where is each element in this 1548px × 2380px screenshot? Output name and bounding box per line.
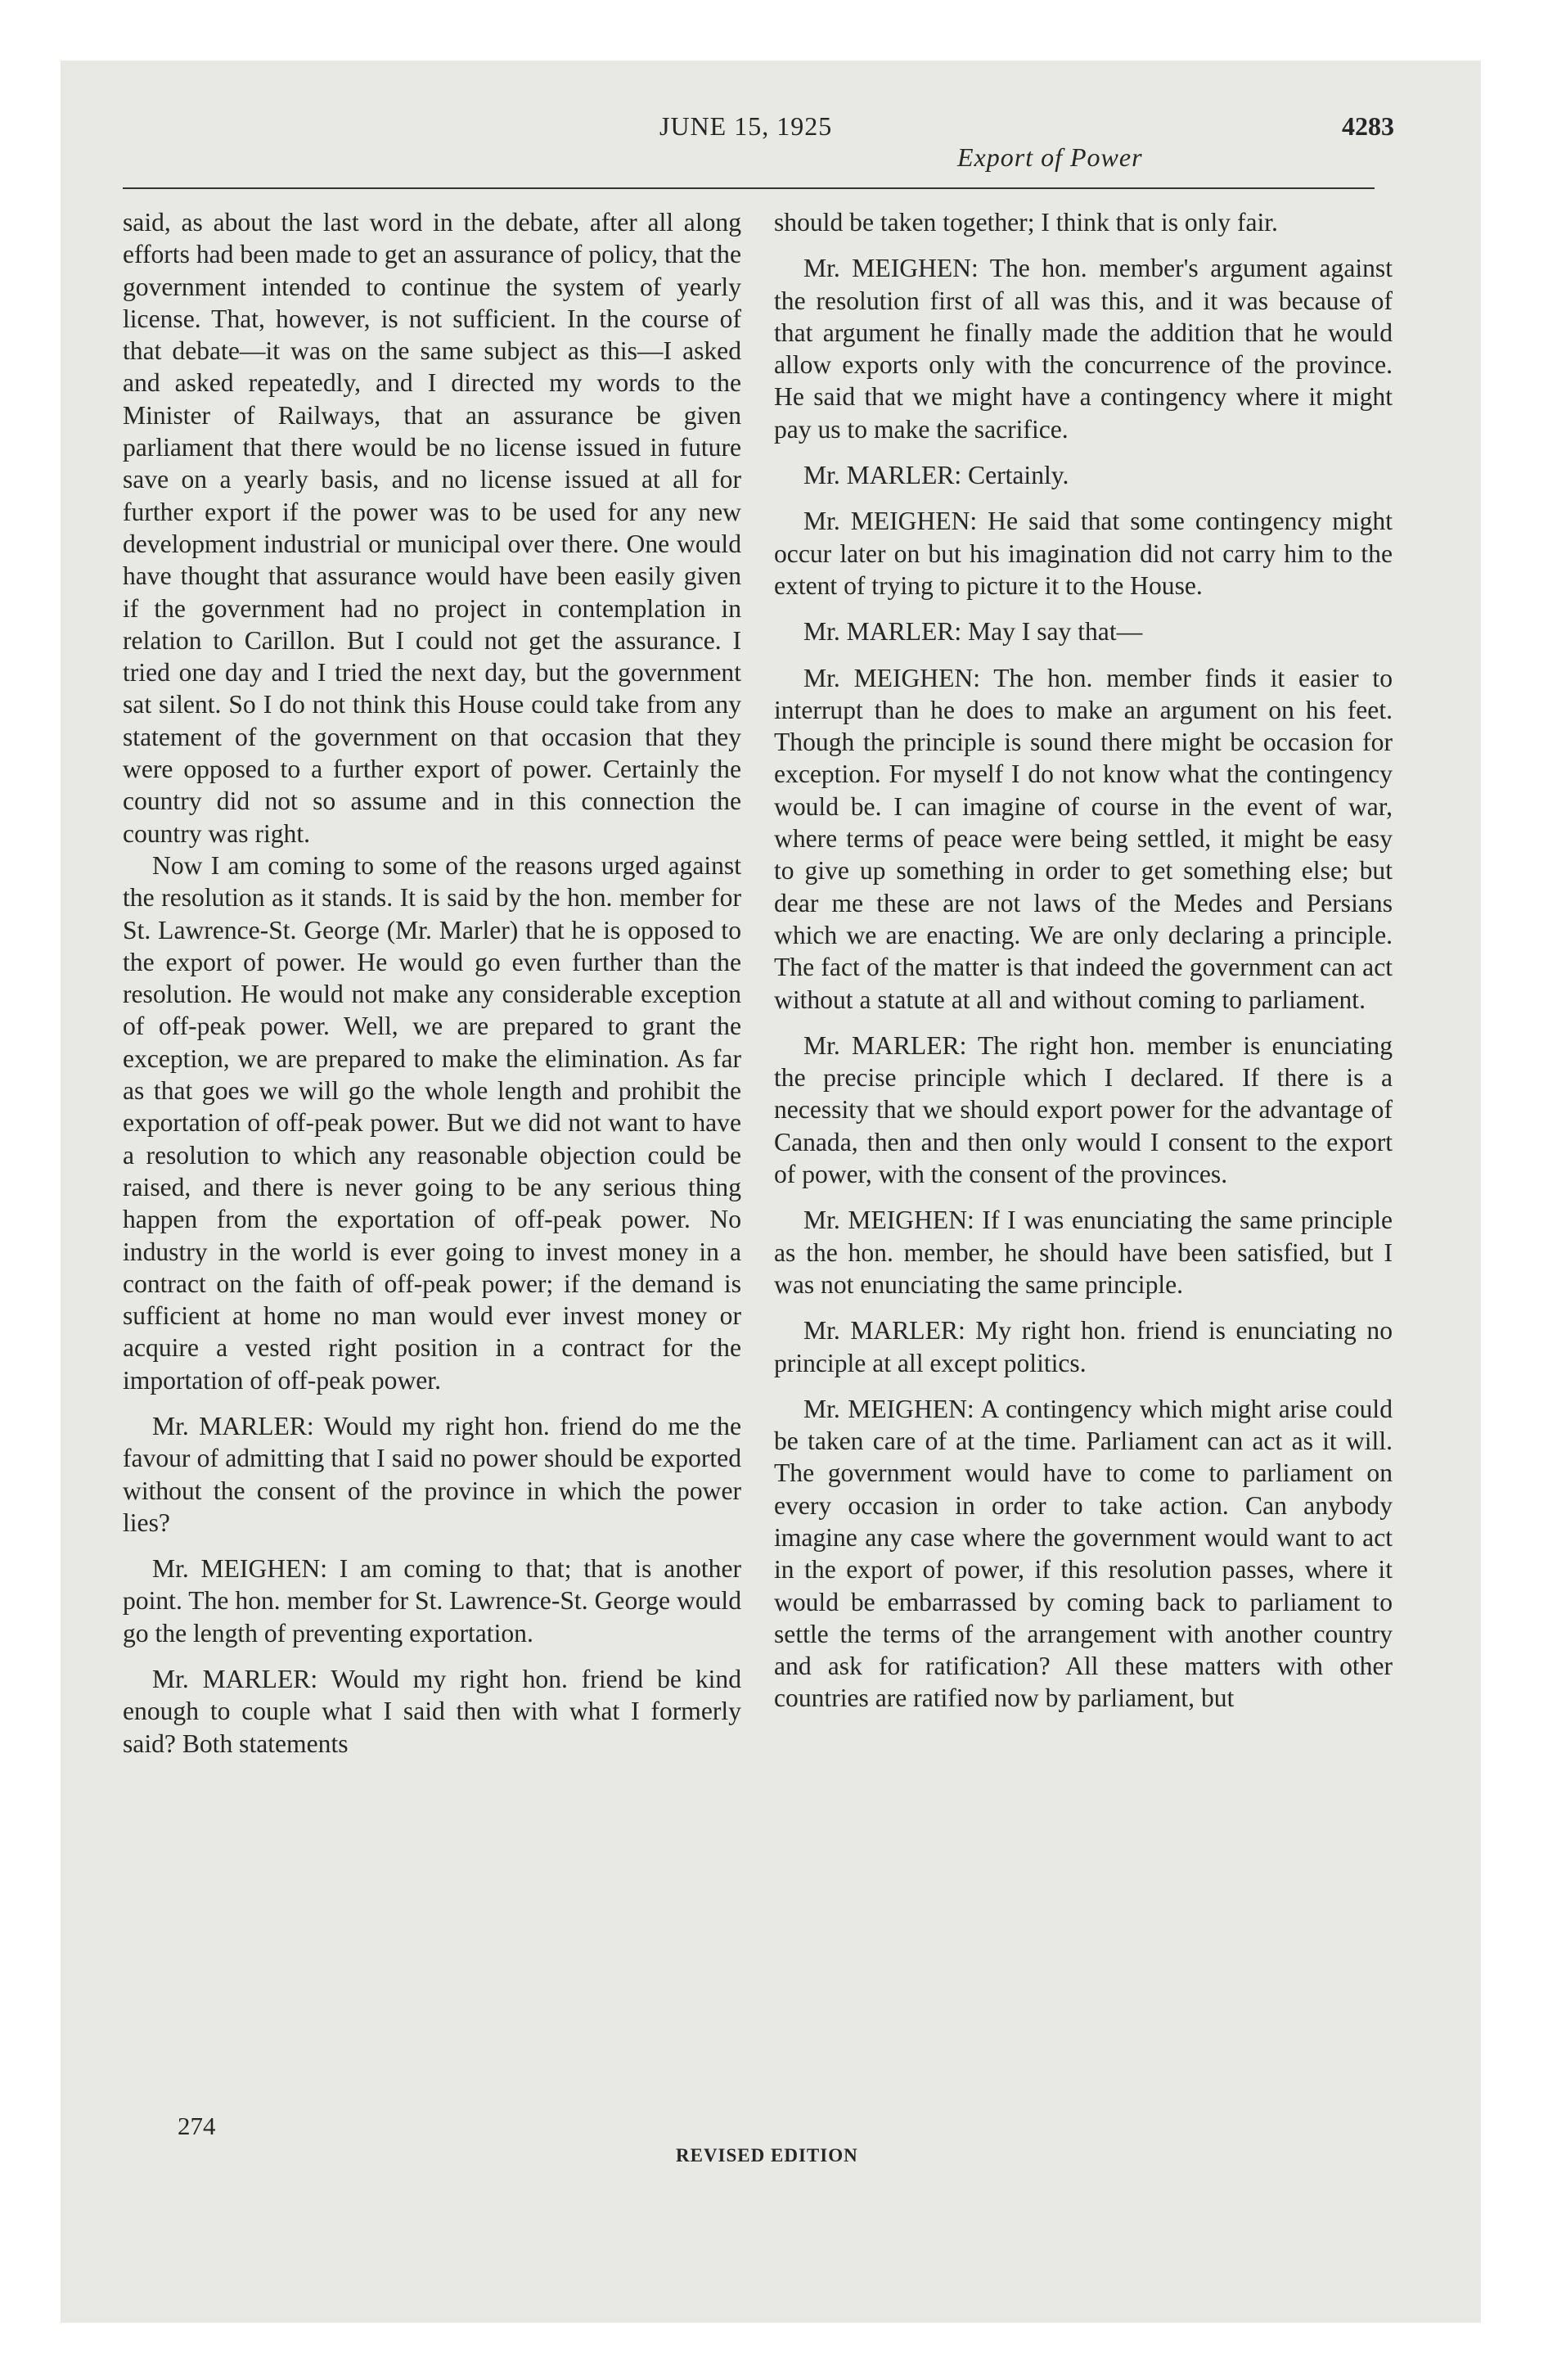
left-column bbox=[123, 206, 741, 1760]
paragraph: Now I am coming to some of the reasons urged against the resolution as it stands. It is said by the hon. member for St. Lawrence-St. George (Mr. Marler) that he is opposed to the export of power. He would go even further than the resolution. He would not make any considerable exception of off-peak power. Well, we are prepared to grant the exception, we are prepared to make the elimination. As far as that goes we will go the whole length and prohibit the exportation of off-peak power. But we did not want to have a resolution to which any reasonable objection could be raised, and there is never going to be any serious thing happen from the exportation of off-peak power. No industry in the world is ever going to invest money in a contract on the faith of off-peak power; if the demand is sufficient at home no man would ever invest money or acquire a vested right position in a contract for the importation of off-peak power. bbox=[123, 850, 741, 1395]
speech-paragraph: Mr. MEIGHEN: If I was enunciating the same principle as the hon. member, he should have been satisfied, but I was not enunciating the same principle. bbox=[774, 1206, 1393, 1299]
speech-paragraph: Mr. MEIGHEN: A contingency which might arise could be taken care of at the time. Parliament can act as it will. The government would have to come to parliament on every occasion in order to take action. Can anybody imagine any case where the government would want to act in the export of power, if this resolution passes, where it would be embarrassed by coming back to parliament to settle the terms of the arrangement with another country and ask for ratification? All these matters with other countries are ratified now by parliament, but bbox=[774, 1394, 1393, 1713]
header-rule bbox=[123, 187, 1375, 189]
paragraph: should be taken together; I think that is only fair. bbox=[774, 208, 1278, 237]
paragraph: said, as about the last word in the debate, after all along efforts had been made to get an assurance of policy, that the government intended to continue the system of yearly license. That, however, is not sufficient. In the course of that debate—it was on the same subject as this—I asked and asked repeatedly, and I directed my words to the Minister of Railways, that an assurance be given parliament that there would be no license issued in future save on a yearly basis, and no license issued at all for further export if the power was to be used for any new development industrial or municipal over there. One would have thought that assurance would have been easily given if the government had no project in contemplation in relation to Carillon. But I could not get the assurance. I tried one day and I tried the next day, but the government sat silent. So I do not think this House could take from any statement of the government on that occasion that they were opposed to a further export of power. Certainly the country did not so assume and in this connection the country was right. bbox=[123, 208, 741, 848]
speech-paragraph: Mr. MEIGHEN: He said that some contingency might occur later on but his imagination did not carry him to the extent of trying to picture it to the House. bbox=[774, 507, 1393, 600]
speech-paragraph: Mr. MEIGHEN: I am coming to that; that is another point. The hon. member for St. Lawrence-St. George would go the length of preventing exportation. bbox=[123, 1554, 741, 1648]
speech-paragraph: Mr. MARLER: Certainly. bbox=[803, 461, 1069, 490]
footer-edition: REVISED EDITION bbox=[676, 2145, 858, 2166]
speech-paragraph: Mr. MARLER: May I say that— bbox=[803, 617, 1143, 647]
right-column bbox=[774, 206, 1393, 1715]
speech-paragraph: Mr. MEIGHEN: The hon. member finds it easier to interrupt than he does to make an argument on his feet. Though the principle is sound there might be occasion for exception. For myself I do not know what the contingency would be. I can imagine of course in the event of war, where terms of peace were being settled, it might be easy to give up something in order to get something else; but dear me these are not laws of the Medes and Persians which we are enacting. We are only declaring a principle. The fact of the matter is that indeed the government can act without a statute at all and without coming to parliament. bbox=[774, 663, 1393, 1014]
header-date: JUNE 15, 1925 bbox=[659, 111, 833, 141]
speech-paragraph: Mr. MARLER: The right hon. member is enunciating the precise principle which I declared. If there is a necessity that we should export power for the advantage of Canada, then and then only would I consent to the export of power, with the consent of the provinces. bbox=[774, 1030, 1393, 1189]
header-section-title: Export of Power bbox=[957, 142, 1143, 172]
header-page-number: 4283 bbox=[1342, 111, 1394, 141]
speech-paragraph: Mr. MARLER: Would my right hon. friend be kind enough to couple what I said then with what I formerly said? Both statements bbox=[123, 1665, 741, 1758]
speech-paragraph: Mr. MEIGHEN: The hon. member's argument against the resolution first of all was this, and it was because of that argument he finally made the addition that he would allow exports only with the concurrence of the province. He said that we might have a contingency where it might pay us to make the sacrifice. bbox=[774, 254, 1393, 444]
footer-page-number: 274 bbox=[178, 2112, 216, 2140]
speech-paragraph: Mr. MARLER: Would my right hon. friend do me the favour of admitting that I said no power should be exported without the consent of the province in which the power lies? bbox=[123, 1411, 741, 1537]
speech-paragraph: Mr. MARLER: My right hon. friend is enunciating no principle at all except politics. bbox=[774, 1316, 1393, 1377]
